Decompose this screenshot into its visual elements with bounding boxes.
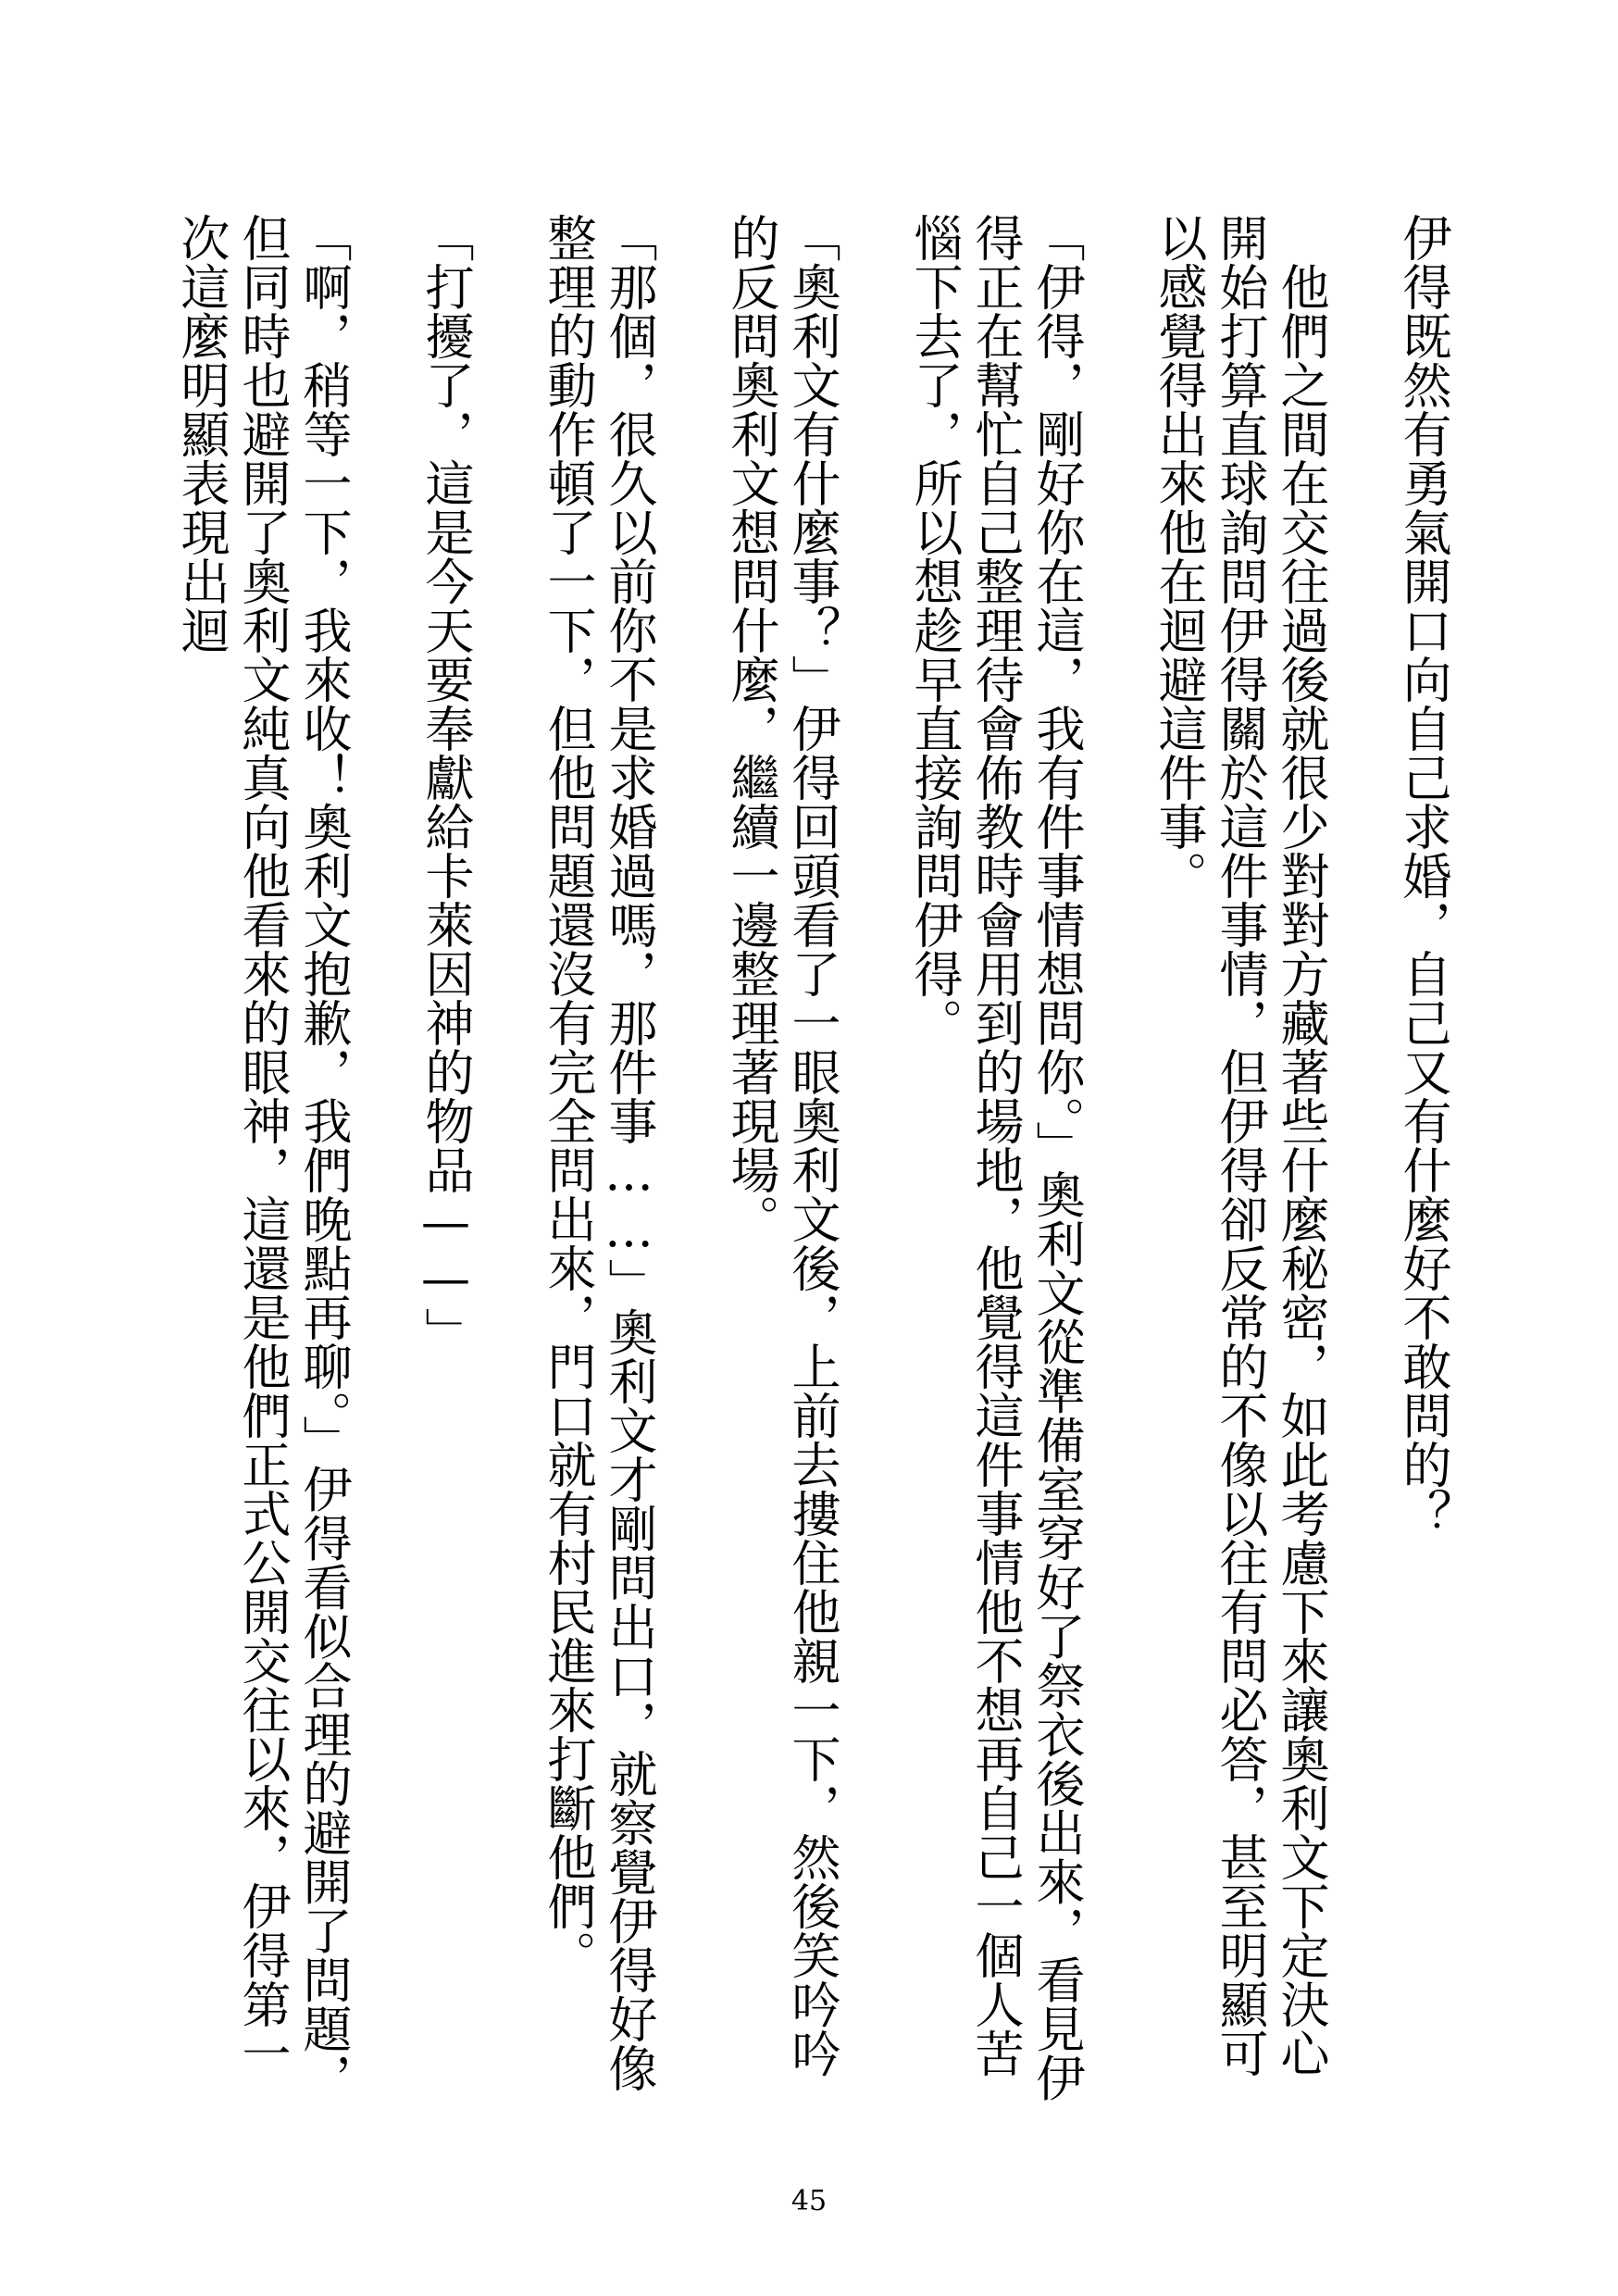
page-number: 45	[790, 2185, 828, 2217]
paragraph-3: 「伊得，剛好你在這，我有件事情想問你。」奧利文從準備室穿好了祭衣後出來，看見伊得正在幫忙自己整理待會佈教時會用到的場地，他覺得這件事情他不想再自己一個人苦惱下去了，所以想趁早直接詢問伊得。	[906, 213, 1085, 2103]
body-text	[167, 213, 1453, 2120]
paragraph-1: 伊得既然有勇氣開口向自己求婚，自己又有什麼好不敢問的？	[1395, 213, 1451, 1538]
paragraph-6: 「打擾了，這是今天要奉獻給卡萊因神的物品——」	[417, 213, 474, 1356]
paragraph-4: 「奧利文有什麼事？」伊得回頭看了一眼奧利文後，上前去摟住他親一下，然後笑吟吟的反問奧利文想問什麼，繼續一邊整理著現場。	[723, 213, 840, 2078]
paragraph-2: 他們之間在交往過後就很少對對方藏著些什麼秘密，如此考慮下來讓奧利文下定決心開始打算直球詢問伊得關於這件事情，但伊得卻反常的不像以往有問必答，甚至明顯可以感覺得出來他在迴避這件事。	[1151, 213, 1329, 2078]
paragraph-5: 「那個，很久以前你不是求婚過嗎，那件事……」奧利文才剛問出口，就察覺伊得好像整理的動作頓了一下，但他問題還沒有完全問出來，門口就有村民進來打斷他們。	[540, 213, 657, 2092]
paragraph-7: 「啊，稍等一下，我來收！奧利文抱歉，我們晚點再聊。」伊得看似合理的避開了問題，但同時也避開了奧利文純真向他看來的眼神，這還是他們正式公開交往以來，伊得第一次這麼明顯表現出迴	[173, 213, 352, 2103]
